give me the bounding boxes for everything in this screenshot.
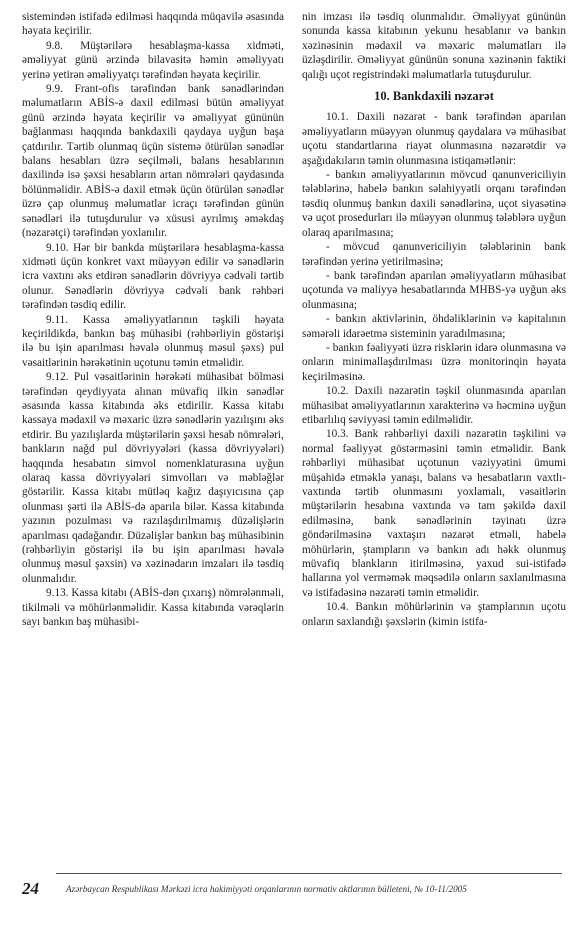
- left-column-paragraph: 9.11. Kassa əməliyyatlarının təşkili həyata keçirildikdə, bankın baş mühasibi (rəhbərliyin göstərişi ilə bu işin aparılması həvalə olunmuş məsul şəxs) pul vəsaitlərinin hərəkətinin uçotunu təmin etməlidir.: [22, 313, 284, 369]
- right-column-paragraph: - bank tərəfindən aparılan əməliyyatların mühasibat uçotunda və maliyyə hesabatlarında MHBS-yə uyğun əks olunmasına;: [302, 269, 566, 311]
- left-column: [22, 10, 284, 629]
- left-column-paragraph: 9.12. Pul vəsaitlərinin hərəkəti mühasibat bölməsi tərəfindən qeydiyyata alınan müvafiq ilkin sənədlər əsasında kassa kitabında əks etdirilir. Kassa kitabı kassaya mədaxil və məxaric üzrə sənədlərin yazılışını əks etdirir. Bu yazılışlarda müştərilərin şəxsi hesab nömrələri, bankların nağd pul dövriyyələri (kassa dövriyyələri) haqqında hesabatın simvol nomenklaturasına uyğun olaraq kassa dövriyyələri simvolları və məbləğlər göstərilir. Kassa kitabı mütləq kağız daşıyıcısına çap olunması şərti ilə ABİS-də aparıla bilər. Kassa kitabında yazının pozulması və razılaşdırılmamış düzəlişlərin aparılması qadağandır. Düzəlişlər bankın baş mühasibinin (rəhbərliyin göstərişi ilə bu işin aparılması həvalə olunmuş məsul şəxsin) və xəzinədarın imzaları ilə təsdiq olunmalıdır.: [22, 371, 284, 585]
- right-column-paragraph: 10.2. Daxili nəzarətin təşkil olunmasında aparılan mühasibat əməliyyatlarının xarakterinə və həcminə uyğun etibarlılıq səviyyəsi təmin edilməlidir.: [302, 385, 566, 426]
- section-heading: 10. Bankdaxili nəzarət: [374, 89, 494, 104]
- publication-title: Azərbaycan Respublikası Mərkəzi icra hakimiyyəti orqanlarının normativ aktlarının bülleteni, № 10-11/2005: [66, 884, 467, 894]
- page-number: 24: [22, 879, 39, 898]
- right-column-intro: nin imzası ilə təsdiq olunmalıdır. Əməliyyat gününün sonunda kassa kitabının yekunu hesablanır və bankın xəzinəsinin mədaxil və məxaric məlumatları ilə üzləşdirilir. Əməliyyat gününün sonuna xəzinənin faktiki qalığı uçot registrindəki məlumatlarla tutuşdurulur.: [302, 11, 566, 81]
- right-column-paragraph: - mövcud qanunvericiliyin tələblərinin bank tərəfindən yerinə yetirilməsinə;: [302, 241, 566, 268]
- right-column: [302, 10, 566, 629]
- right-column-paragraph: 10.3. Bank rəhbərliyi daxili nəzarətin təşkilini və normal fəaliyyət göstərməsini təmin etməlidir. Bank rəhbərliyi mühasibat uçotunun vəziyyətini ümumi müşahidə etməklə yanaşı, balans və hesabatların vaxtlı-vaxtında tərtib olunmasını yoxlamalı, vəsaitlərin müştərilərin hesabına vaxtında və tam şəkildə daxil edilməsinə, bank sənədlərinin təyinatı üzrə göndərilməsinə vaxtaşırı nəzarət etməli, habelə möhürlərin, ştampların və bankın adı həkk olunmuş müvafiq blankların itirilməsinə, yaxud sui-istifadə hallarına yol verməmək məqsədilə onların saxlanılmasına və istifadəsinə nəzarəti təmin etməlidir.: [302, 428, 566, 599]
- left-column-paragraph: 9.8. Müştərilərə hesablaşma-kassa xidməti, əməliyyat günü ərzində bilavasitə həmin əməliyyatı yerinə yetirən əməliyyatçı tərəfindən həyata keçirilir.: [22, 39, 284, 81]
- left-column-paragraph: 9.13. Kassa kitabı (ABİS-dən çıxarış) nömrələnməli, tikilməli və möhürlənməlidir. Kassa kitabında vərəqlərin sayı bankın baş mühasibi-: [22, 587, 284, 629]
- left-column-paragraph: sistemindən istifadə edilməsi haqqında müqavilə əsasında həyata keçirilir.: [22, 11, 284, 38]
- right-column-paragraph: - bankın əməliyyatlarının mövcud qanunvericiliyin tələblərinə, habelə bankın səlahiyyətli orqanı tərəfindən təsdiq olunmuş bankın daxili sənədlərinə, uçot siyasətinə və uçot prosedurları ilə müəyyən olunmuş tələblərə uyğun olaraq aparılmasına;: [302, 169, 566, 239]
- left-column-paragraph: 9.9. Frant-ofis tərəfindən bank sənədlərindən məlumatların ABİS-ə daxil edilməsi bütün əməliyyat günü ərzində həyata keçirilir və əməliyyat gününün bağlanması haqqında bankdaxili qaydaya uyğun başa çatdırılır. Tərtib olunmaq üçün sistemə ötürülən sənədlər balans hesabları üzrə seçilməli, balans hesablarının daxilində isə şəxsi hesabların artan nömrələri qaydasında bölünməlidir. ABİS-ə daxil etmək üçün ötürülən sənədlər üzrə çap olunmuş məlumatlar icraçı tərəfindən günün sənədləri ilə tutuşdurulur və xüsusi ayrılmış əməkdaş (nəzarətçi) tərəfindən yoxlanılır.: [22, 83, 284, 240]
- footer-divider: [56, 873, 562, 874]
- left-column-paragraph: 9.10. Hər bir bankda müştərilərə hesablaşma-kassa xidməti üçün konkret vaxt müəyyən edilir və sənədlərin icra vaxtını əks etdirən sənədlərin dövriyyə cədvəli tərtib olunur. Sənədlərin dövriyyə cədvəli bank rəhbəri tərəfindən təsdiq edilir.: [22, 241, 284, 312]
- right-column-paragraph: - bankın aktivlərinin, öhdəliklərinin və kapitalının səmərəli idarəetmə sisteminin yaradılmasına;: [302, 313, 566, 340]
- right-column-body: [302, 110, 566, 629]
- right-column-paragraph: 10.4. Bankın möhürlərinin və ştamplarının uçotu onların saxlandığı şəxslərin (kimin istifa-: [302, 601, 566, 628]
- right-column-paragraph: - bankın fəaliyyəti üzrə risklərin idarə olunmasına və onların minimallaşdırılması üzrə monitorinqin həyata keçirilməsinə.: [302, 341, 566, 383]
- right-column-paragraph: 10.1. Daxili nəzarət - bank tərəfindən aparılan əməliyyatların müəyyən olunmuş qaydalara və mühasibat uçotu standartlarına riayət olunmasına nəzarətdir və aşağıdakıların təmin olunmasına istiqamətlənir:: [302, 111, 566, 167]
